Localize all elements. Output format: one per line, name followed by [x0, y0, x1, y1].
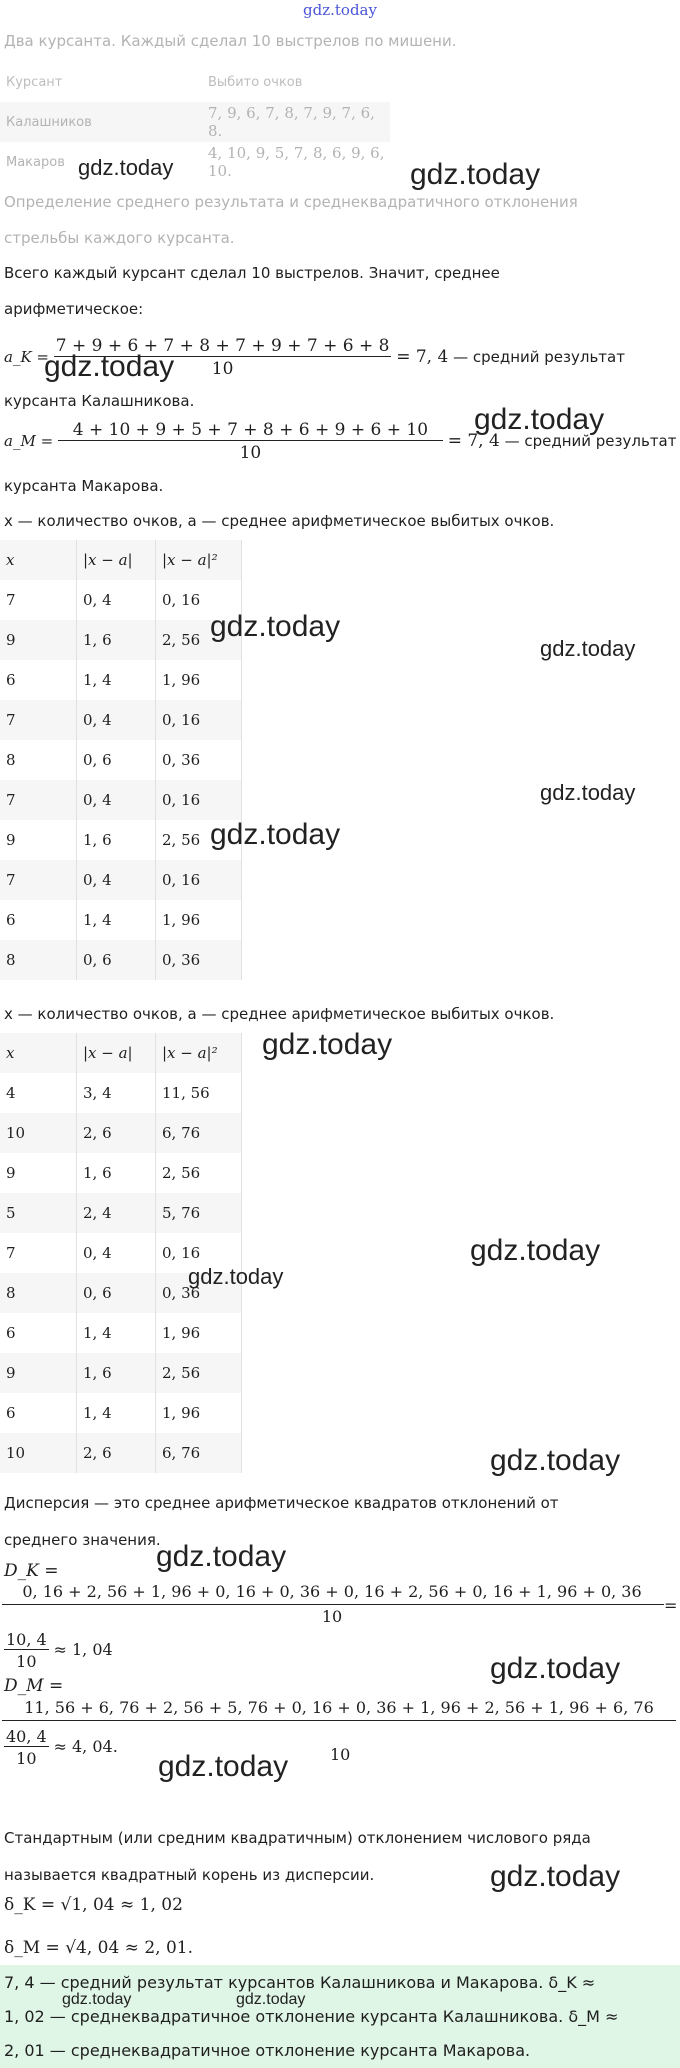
table-cell: 8	[0, 740, 77, 780]
table-cell: 2, 56	[156, 1153, 242, 1193]
table-row	[0, 1153, 242, 1193]
table-row	[0, 780, 242, 820]
table-row	[0, 660, 242, 700]
disp-k-denominator: 10	[321, 1607, 343, 1626]
table-row	[0, 580, 242, 620]
table-cell: 1, 96	[156, 1393, 242, 1433]
table-row	[0, 102, 390, 142]
table-cell: 1, 4	[77, 660, 156, 700]
table-cell: 7	[0, 780, 77, 820]
table-cell: 1, 6	[77, 1353, 156, 1393]
table-row	[0, 1433, 242, 1473]
watermark: gdz.today	[490, 1444, 621, 1477]
table-header-row	[0, 1033, 242, 1073]
disp-k-small-fraction	[4, 1630, 49, 1671]
mean-m-result: = 7, 4	[447, 431, 500, 451]
cadet-name: Макаров	[6, 154, 65, 170]
table-cell: 0, 16	[156, 580, 242, 620]
table-row	[0, 1113, 242, 1153]
table-row	[0, 1073, 242, 1113]
mean-intro-line-2: арифметическое:	[4, 300, 144, 318]
disp-m-small-denominator: 10	[16, 1749, 37, 1768]
task-line-2: стрельбы каждого курсанта.	[4, 229, 235, 247]
cadet-points: 4, 10, 9, 5, 7, 8, 6, 9, 6, 10.	[208, 144, 385, 180]
disp-m-numerator: 11, 56 + 6, 76 + 2, 56 + 5, 76 + 0, 16 + 0, 36 + 1, 96 + 2, 56 + 1, 96 + 6, 76	[24, 1698, 654, 1717]
table-cell: 0, 36	[156, 740, 242, 780]
cadet-name: Калашников	[6, 114, 92, 130]
disp-m-denominator: 10	[330, 1745, 351, 1764]
watermark: gdz.today	[158, 1750, 289, 1783]
table-row	[0, 900, 242, 940]
table-row	[0, 700, 242, 740]
disp-k-equals: =	[664, 1596, 678, 1615]
table-header-row	[0, 62, 390, 102]
table-cell: 2, 56	[156, 620, 242, 660]
table-cell: 0, 4	[77, 700, 156, 740]
answer-line-2: 1, 02 — среднеквадратичное отклонение курсанта Калашникова. δ_M ≈	[4, 2007, 619, 2026]
table-row	[0, 142, 390, 182]
table-cell: 1, 6	[77, 620, 156, 660]
table-row	[0, 1313, 242, 1353]
dispersion-def-line-1: Дисперсия — это среднее арифметическое квадратов отклонений от	[4, 1494, 559, 1512]
mean-m-numerator: 4 + 10 + 9 + 5 + 7 + 8 + 6 + 9 + 6 + 10	[58, 420, 443, 441]
std-def-line-1: Стандартным (или средним квадратичным) отклонением числового ряда	[4, 1829, 591, 1847]
table-header-cell: |x − a|²	[156, 1033, 242, 1073]
deviation-table-makarov	[0, 1033, 242, 1473]
table-cell: 3, 4	[77, 1073, 156, 1113]
table-cell: 6, 76	[156, 1433, 242, 1473]
disp-m-small-fraction	[4, 1727, 49, 1768]
legend-text-m: x — количество очков, a — среднее арифметическое выбитых очков.	[4, 1005, 555, 1023]
watermark: gdz.today	[210, 818, 341, 851]
legend-text-k: x — количество очков, a — среднее арифметическое выбитых очков.	[4, 512, 555, 530]
disp-m-value: ≈ 4, 04.	[53, 1737, 118, 1756]
table-cell: 6	[0, 660, 77, 700]
watermark: gdz.today	[188, 1264, 284, 1289]
mean-m-denominator: 10	[239, 443, 262, 463]
table-row	[0, 740, 242, 780]
watermark: gdz.today	[474, 403, 605, 436]
watermark: gdz.today	[470, 1234, 601, 1267]
watermark: gdz.today	[62, 1991, 132, 2008]
table-cell: 9	[0, 620, 77, 660]
mean-k-result: = 7, 4	[396, 347, 449, 367]
table-cell: 0, 4	[77, 1233, 156, 1273]
table-header-cell: |x − a|²	[156, 540, 242, 580]
table-row	[0, 1193, 242, 1233]
cadet-points: 7, 9, 6, 7, 8, 7, 9, 7, 6, 8.	[208, 104, 375, 140]
intro-text: Два курсанта. Каждый сделал 10 выстрелов по мишени.	[4, 32, 457, 50]
table-cell: 0, 4	[77, 580, 156, 620]
mean-m-lhs: a_M =	[4, 432, 54, 450]
table-cell: 0, 36	[156, 940, 242, 980]
table-header-cell: x	[0, 1033, 77, 1073]
table-header-cell: x	[0, 540, 77, 580]
disp-k-value: ≈ 1, 04	[53, 1640, 113, 1659]
table-cell: 1, 6	[77, 1153, 156, 1193]
table-header-cell: |x − a|	[77, 1033, 156, 1073]
table-cell: 6	[0, 900, 77, 940]
table-cell: 11, 56	[156, 1073, 242, 1113]
table-cell: 5, 76	[156, 1193, 242, 1233]
table-cell: 7	[0, 860, 77, 900]
table-cell: 2, 6	[77, 1433, 156, 1473]
table-cell: 2, 4	[77, 1193, 156, 1233]
site-link[interactable]: gdz.today	[303, 1, 377, 19]
table-cell: 0, 6	[77, 940, 156, 980]
table-cell: 1, 96	[156, 1313, 242, 1353]
mean-m-text-2: курсанта Макарова.	[4, 477, 164, 495]
disp-m-lhs: D_M =	[4, 1676, 64, 1696]
std-k: δ_K = √1, 04 ≈ 1, 02	[4, 1895, 183, 1915]
std-def-line-2: называется квадратный корень из дисперсии.	[4, 1866, 375, 1884]
table-cell: 10	[0, 1113, 77, 1153]
table-cell: 0, 6	[77, 1273, 156, 1313]
disp-k-result	[4, 1630, 113, 1671]
table-row	[0, 620, 242, 660]
table-cell: 0, 6	[77, 740, 156, 780]
table-cell: 2, 56	[156, 820, 242, 860]
watermark: gdz.today	[78, 155, 174, 180]
table-row	[0, 860, 242, 900]
table-cell: 6, 76	[156, 1113, 242, 1153]
disp-k-fraction-bar	[2, 1604, 664, 1605]
table-cell: 7	[0, 1233, 77, 1273]
table-cell: 1, 96	[156, 900, 242, 940]
table-cell: 0, 4	[77, 780, 156, 820]
table-cell: 6	[0, 1393, 77, 1433]
table-cell: 5	[0, 1193, 77, 1233]
header-cadet: Курсант	[6, 74, 63, 90]
table-cell: 8	[0, 1273, 77, 1313]
table-cell: 0, 16	[156, 1233, 242, 1273]
watermark: gdz.today	[210, 610, 341, 643]
mean-k-denominator: 10	[211, 359, 234, 379]
answer-line-1: 7, 4 — средний результат курсантов Калашникова и Макарова. δ_K ≈	[4, 1973, 596, 1992]
dispersion-def-line-2: среднего значения.	[4, 1531, 161, 1549]
table-cell: 0, 36	[156, 1273, 242, 1313]
mean-m-text: — средний результат	[504, 432, 677, 450]
disp-m-fraction-bar	[2, 1720, 676, 1721]
table-cell: 7	[0, 700, 77, 740]
mean-k-text: — средний результат	[453, 348, 625, 366]
table-header-row	[0, 540, 242, 580]
watermark: gdz.today	[490, 1860, 621, 1893]
task-line-1: Определение среднего результата и среднеквадратичного отклонения	[4, 193, 578, 211]
table-cell: 10	[0, 1433, 77, 1473]
table-cell: 1, 4	[77, 1393, 156, 1433]
disp-m-result	[4, 1727, 118, 1768]
table-row	[0, 1353, 242, 1393]
watermark: gdz.today	[262, 1028, 393, 1061]
table-cell: 2, 6	[77, 1113, 156, 1153]
disp-k-small-numerator: 10, 4	[6, 1630, 47, 1649]
watermark: gdz.today	[236, 1991, 306, 2008]
table-cell: 1, 6	[77, 820, 156, 860]
table-cell: 0, 16	[156, 780, 242, 820]
table-row	[0, 940, 242, 980]
table-cell: 2, 56	[156, 1353, 242, 1393]
condition-table	[0, 62, 390, 182]
mean-m-fraction	[58, 420, 443, 463]
table-cell: 6	[0, 1313, 77, 1353]
table-row	[0, 1393, 242, 1433]
table-cell: 9	[0, 820, 77, 860]
watermark: gdz.today	[540, 780, 636, 805]
disp-k-lhs: D_K =	[4, 1561, 59, 1581]
mean-k-numerator: 7 + 9 + 6 + 7 + 8 + 7 + 9 + 7 + 6 + 8	[55, 336, 390, 356]
table-cell: 0, 4	[77, 860, 156, 900]
answer-line-3: 2, 01 — среднеквадратичное отклонение курсанта Макарова.	[4, 2041, 531, 2060]
table-cell: 0, 16	[156, 700, 242, 740]
watermark: gdz.today	[490, 1652, 621, 1685]
header-points: Выбито очков	[208, 74, 303, 90]
disp-k-numerator: 0, 16 + 2, 56 + 1, 96 + 0, 16 + 0, 36 + 0, 16 + 2, 56 + 0, 16 + 1, 96 + 0, 36	[22, 1582, 642, 1601]
watermark: gdz.today	[44, 350, 175, 383]
watermark: gdz.today	[156, 1540, 287, 1573]
table-cell: 4	[0, 1073, 77, 1113]
table-cell: 0, 16	[156, 860, 242, 900]
table-row	[0, 820, 242, 860]
table-header-cell: |x − a|	[77, 540, 156, 580]
watermark: gdz.today	[540, 636, 636, 661]
table-cell: 1, 96	[156, 660, 242, 700]
table-cell: 8	[0, 940, 77, 980]
mean-k-lhs: a_K =	[4, 348, 49, 366]
table-cell: 1, 4	[77, 1313, 156, 1353]
table-cell: 7	[0, 580, 77, 620]
table-cell: 1, 4	[77, 900, 156, 940]
disp-m-small-numerator: 40, 4	[6, 1727, 47, 1746]
table-cell: 9	[0, 1353, 77, 1393]
mean-intro-line-1: Всего каждый курсант сделал 10 выстрелов. Значит, среднее	[4, 264, 500, 282]
watermark: gdz.today	[410, 158, 541, 191]
deviation-table-kalashnikov	[0, 540, 242, 980]
mean-k-text-2: курсанта Калашникова.	[4, 392, 195, 410]
disp-k-small-denominator: 10	[16, 1652, 37, 1671]
std-m: δ_M = √4, 04 ≈ 2, 01.	[4, 1938, 193, 1958]
table-cell: 9	[0, 1153, 77, 1193]
